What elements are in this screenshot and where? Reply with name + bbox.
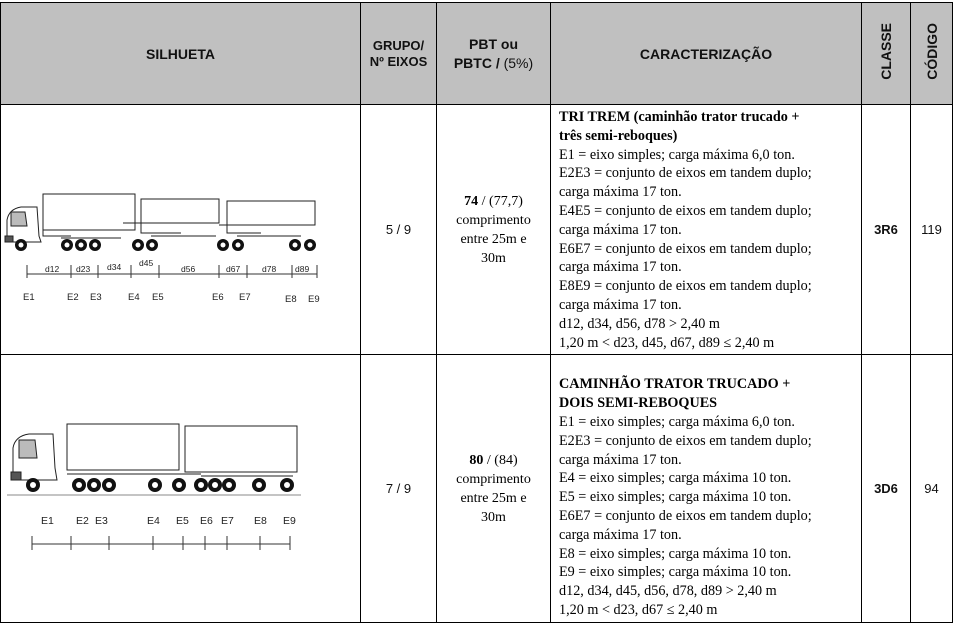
pbt-cell bbox=[437, 355, 551, 622]
label-d23: d23 bbox=[76, 263, 91, 274]
label-d45: d45 bbox=[139, 257, 154, 268]
label-e6: E6 bbox=[200, 514, 213, 527]
label-e3: E3 bbox=[95, 514, 108, 527]
description-line: E2E3 = conjunto de eixos em tandem duplo; bbox=[559, 165, 812, 182]
description-line: E5 = eixo simples; carga máxima 10 ton. bbox=[559, 489, 792, 506]
description-line: carga máxima 17 ton. bbox=[559, 259, 682, 276]
label-e7: E7 bbox=[221, 514, 234, 527]
description-line: carga máxima 17 ton. bbox=[559, 451, 682, 468]
silhouette-trator-trucado bbox=[1, 355, 361, 622]
label-e4: E4 bbox=[147, 514, 160, 527]
pbt-tolerance: / (77,7) bbox=[478, 193, 523, 209]
classe-cell: 3R6 bbox=[862, 105, 911, 355]
label-e1: E1 bbox=[41, 514, 54, 527]
description-line: E9 = eixo simples; carga máxima 10 ton. bbox=[559, 564, 792, 581]
label-d89: d89 bbox=[295, 263, 310, 274]
tritrem-truck-drawing bbox=[1, 108, 359, 352]
label-e8: E8 bbox=[285, 293, 297, 305]
header-codigo-cell bbox=[911, 3, 953, 105]
description-line: E8E9 = conjunto de eixos em tandem duplo; bbox=[559, 278, 812, 295]
description-title: três semi-reboques) bbox=[559, 127, 678, 144]
description-line: 1,20 m < d23, d67 ≤ 2,40 m bbox=[559, 601, 718, 618]
label-d12: d12 bbox=[45, 263, 60, 274]
label-d34: d34 bbox=[107, 261, 122, 272]
description-title: TRI TREM (caminhão trator trucado + bbox=[559, 109, 800, 125]
header-codigo: CÓDIGO bbox=[923, 22, 940, 80]
description-line: E4 = eixo simples; carga máxima 10 ton. bbox=[559, 470, 792, 487]
description-line: carga máxima 17 ton. bbox=[559, 221, 682, 238]
label-e9: E9 bbox=[308, 293, 320, 305]
header-grupo-line1: GRUPO/ bbox=[372, 37, 425, 53]
pbt-line2: comprimento bbox=[456, 471, 531, 487]
description-line: E1 = eixo simples; carga máxima 6,0 ton. bbox=[559, 413, 795, 430]
description-line: 1,20 m < d23, d45, d67, d89 ≤ 2,40 m bbox=[559, 334, 775, 351]
description-line: E6E7 = conjunto de eixos em tandem duplo; bbox=[559, 240, 812, 257]
label-d78: d78 bbox=[262, 263, 277, 274]
codigo-cell: 119 bbox=[911, 105, 953, 355]
header-pbt-line2b: (5%) bbox=[503, 54, 534, 71]
vehicle-classification-table bbox=[0, 2, 953, 623]
description-line: carga máxima 17 ton. bbox=[559, 526, 682, 543]
label-d67: d67 bbox=[226, 263, 241, 274]
label-e1: E1 bbox=[23, 291, 35, 303]
header-pbt bbox=[437, 3, 551, 105]
description-line: E6E7 = conjunto de eixos em tandem duplo; bbox=[559, 507, 812, 524]
pbt-line3: entre 25m e bbox=[460, 490, 527, 506]
grupo-cell: 5 / 9 bbox=[361, 105, 437, 355]
description-line: carga máxima 17 ton. bbox=[559, 184, 682, 201]
header-silhueta: SILHUETA bbox=[1, 3, 361, 105]
caracterizacao-cell bbox=[551, 355, 862, 622]
silhouette-tritrem bbox=[1, 105, 361, 355]
label-d56: d56 bbox=[181, 263, 196, 274]
pbt-tolerance: / (84) bbox=[483, 452, 518, 468]
grupo-cell: 7 / 9 bbox=[361, 355, 437, 622]
header-grupo bbox=[361, 3, 437, 105]
description-line: E8 = eixo simples; carga máxima 10 ton. bbox=[559, 545, 792, 562]
description-line: d12, d34, d45, d56, d78, d89 > 2,40 m bbox=[559, 583, 777, 600]
header-classe: CLASSE bbox=[878, 22, 894, 80]
caracterizacao-cell bbox=[551, 105, 862, 355]
label-e6: E6 bbox=[212, 291, 224, 303]
header-row bbox=[1, 3, 953, 105]
label-e2: E2 bbox=[67, 291, 79, 303]
table-row bbox=[1, 355, 953, 622]
description-line: E4E5 = conjunto de eixos em tandem duplo; bbox=[559, 202, 812, 219]
codigo-cell: 94 bbox=[911, 355, 953, 622]
header-pbt-line1: PBT ou bbox=[469, 35, 518, 52]
description-title: CAMINHÃO TRATOR TRUCADO + bbox=[559, 376, 791, 393]
description-line: carga máxima 17 ton. bbox=[559, 296, 682, 313]
label-e3: E3 bbox=[90, 291, 102, 303]
label-e8: E8 bbox=[254, 514, 267, 527]
label-e4: E4 bbox=[128, 291, 140, 303]
header-pbt-line2a: PBTC / bbox=[453, 54, 504, 71]
header-caracterizacao: CARACTERIZAÇÃO bbox=[551, 3, 862, 105]
pbt-cell bbox=[437, 105, 551, 355]
description-line: d12, d34, d56, d78 > 2,40 m bbox=[559, 315, 720, 332]
label-e5: E5 bbox=[152, 291, 164, 303]
label-e5: E5 bbox=[176, 514, 189, 527]
classe-cell: 3D6 bbox=[862, 355, 911, 622]
pbt-value: 80 bbox=[469, 452, 484, 468]
header-classe-cell bbox=[862, 3, 911, 105]
pbt-line3: entre 25m e bbox=[460, 231, 527, 247]
pbt-value: 74 bbox=[464, 193, 479, 209]
description-line: E2E3 = conjunto de eixos em tandem duplo; bbox=[559, 432, 812, 449]
pbt-line2: comprimento bbox=[456, 212, 531, 228]
label-e7: E7 bbox=[239, 291, 251, 303]
trator-trucado-truck-drawing bbox=[1, 358, 359, 620]
description-line: E1 = eixo simples; carga máxima 6,0 ton. bbox=[559, 146, 795, 163]
table-row bbox=[1, 105, 953, 355]
description-title: DOIS SEMI-REBOQUES bbox=[559, 395, 718, 412]
pbt-line4: 30m bbox=[481, 250, 506, 266]
pbt-line4: 30m bbox=[481, 509, 506, 525]
label-e9: E9 bbox=[283, 514, 296, 527]
header-grupo-line2: Nº EIXOS bbox=[369, 53, 428, 69]
label-e2: E2 bbox=[76, 514, 89, 527]
